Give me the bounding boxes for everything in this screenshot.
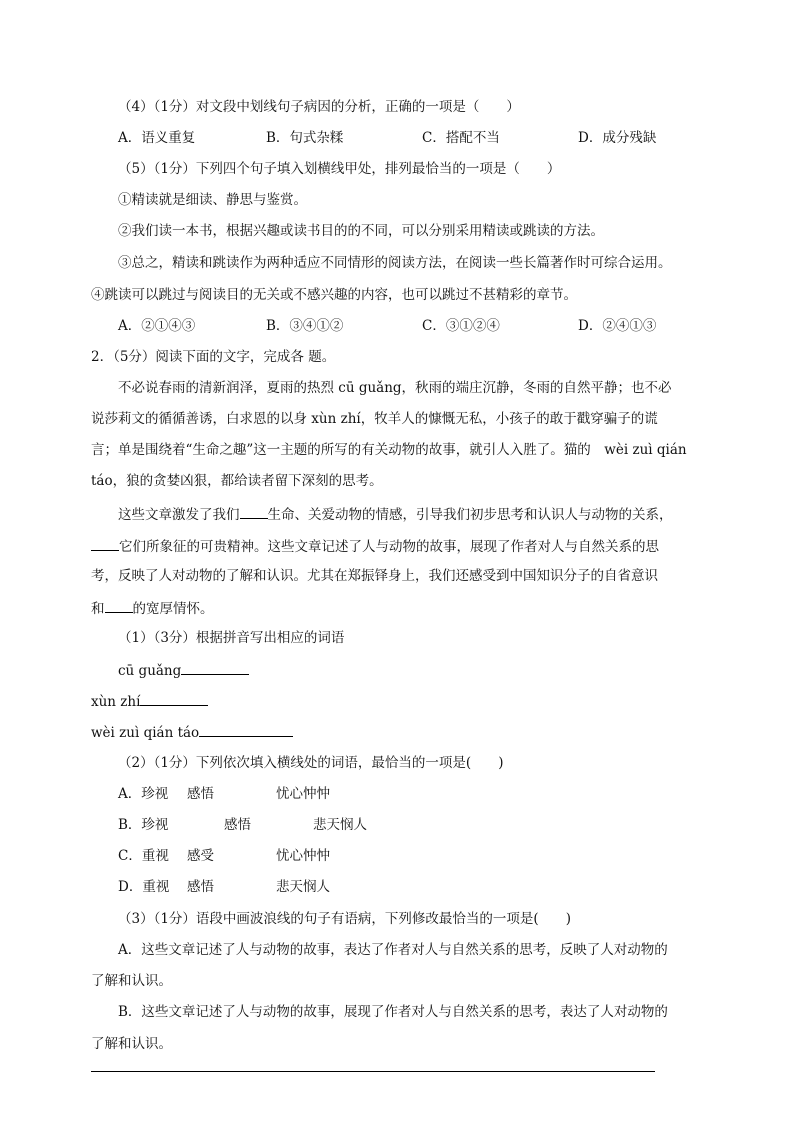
sub2-row-b-word3: 悲天悯人 xyxy=(313,817,367,833)
q5-option-b: B．③④①② xyxy=(266,318,344,334)
q5-sentence-2: ②我们读一本书，根据兴趣或读书目的的不同，可以分别采用精读或跳读的方法。 xyxy=(118,223,604,239)
q4-stem: （4）（1分）对文段中划线句子病因的分析，正确的一项是（ ） xyxy=(118,99,520,115)
sub2-row-b-word2: 感悟 xyxy=(224,817,251,833)
passage-line-2: 说莎莉文的循循善诱，白求恩的以身 xùn zhí，牧羊人的慷慨无私，小孩子的敢于戳穿骗子的谎 xyxy=(91,411,658,427)
sub2-row-d-label: D．重视 xyxy=(118,879,170,895)
q5-stem: （5）（1分）下列四个句子填入划横线甲处，排列最恰当的一项是（ ） xyxy=(118,161,561,177)
sub2-row-c-word3: 忧心忡忡 xyxy=(276,848,330,864)
sub2-row-c-label: C．重视 xyxy=(118,848,169,864)
pinyin-label: xùn zhí xyxy=(91,694,141,710)
q4-option-a: A．语义重复 xyxy=(118,130,196,146)
passage2-text: 它们所象征的可贵精神。这些文章记述了人与动物的故事，展现了作者对人与自然关系的思 xyxy=(119,539,659,555)
passage2-text: 的宽厚情怀。 xyxy=(132,601,214,617)
q2-heading: 2．（5分）阅读下面的文字，完成各 题。 xyxy=(91,349,336,365)
q5-option-d: D．②④①③ xyxy=(578,318,657,334)
passage-line-1: 不必说春雨的清新润泽，夏雨的热烈 cū guǎng，秋雨的端庄沉静，冬雨的自然平静；也不必 xyxy=(118,380,672,396)
fill-blank xyxy=(240,503,268,519)
sub2-row-a-word2: 感悟 xyxy=(187,786,214,802)
sub2-row-b-label: B．珍视 xyxy=(118,817,169,833)
sub3-option-a-line-2: 了解和认识。 xyxy=(91,973,172,989)
q4-option-b: B．句式杂糅 xyxy=(266,130,344,146)
sub2-row-a-label: A．珍视 xyxy=(118,786,169,802)
sub3-option-b-line-1: B．这些文章记述了人与动物的故事，展现了作者对人与自然关系的思考，表达了人对动物的 xyxy=(118,1004,668,1020)
q5-sentence-4: ④跳读可以跳过与阅读目的无关或不感兴趣的内容，也可以跳过不甚精彩的章节。 xyxy=(91,287,577,303)
pinyin-item-3 xyxy=(91,721,293,743)
sub2-row-d-word3: 悲天悯人 xyxy=(276,879,330,895)
passage2-text: 这些文章激发了我们 xyxy=(118,507,240,523)
passage-line-4: táo，狼的贪婪凶狠，都给读者留下深刻的思考。 xyxy=(91,473,383,489)
q4-option-d: D．成分残缺 xyxy=(578,130,657,146)
pinyin-label: wèi zuì qián táo xyxy=(91,725,200,741)
sub3-option-a-line-1: A．这些文章记述了人与动物的故事，表达了作者对人与自然关系的思考，反映了人对动物的 xyxy=(118,942,668,958)
passage2-line-3: 考，反映了人对动物的了解和认识。尤其在郑振铎身上，我们还感受到中国知识分子的自省意识 xyxy=(91,568,658,584)
sub3-stem: （3）（1分）语段中画波浪线的句子有语病，下列修改最恰当的一项是( ) xyxy=(118,911,571,927)
q5-option-a: A．②①④③ xyxy=(118,318,196,334)
passage-line-3: 言；单是围绕着“生命之趣”这一主题的所写的有关动物的故事，就引人入胜了。猫的 wèi zuì qián xyxy=(91,442,687,458)
answer-blank[interactable] xyxy=(181,659,249,675)
passage2-text: 生命、关爱动物的情感，引导我们初步思考和认识人与动物的关系， xyxy=(267,507,673,523)
passage2-text: 和 xyxy=(91,601,105,617)
sub2-row-d-word2: 感悟 xyxy=(187,879,214,895)
q5-sentence-3: ③总之，精读和跳读作为两种适应不同情形的阅读方法，在阅读一些长篇著作时可综合运用。 xyxy=(118,255,672,271)
answer-blank[interactable] xyxy=(199,721,293,737)
sub1-stem: （1）（3分）根据拼音写出相应的词语 xyxy=(118,630,345,646)
passage2-line-1 xyxy=(118,503,673,525)
pinyin-item-1 xyxy=(118,659,249,681)
pinyin-label: cū guǎng xyxy=(118,663,182,679)
q5-sentence-1: ①精读就是细读、静思与鉴赏。 xyxy=(118,192,307,208)
page-bottom-rule xyxy=(91,1071,655,1072)
sub2-stem: （2）（1分）下列依次填入横线处的词语，最恰当的一项是( ) xyxy=(118,755,504,771)
q4-option-c: C．搭配不当 xyxy=(422,130,500,146)
sub3-option-b-line-2: 了解和认识。 xyxy=(91,1036,172,1052)
fill-blank xyxy=(105,597,133,613)
passage2-line-4 xyxy=(91,597,214,619)
fill-blank xyxy=(91,535,119,551)
sub2-row-c-word2: 感受 xyxy=(187,848,214,864)
sub2-row-a-word3: 忧心忡忡 xyxy=(276,786,330,802)
passage2-line-2 xyxy=(91,535,659,557)
q5-option-c: C．③①②④ xyxy=(422,318,500,334)
answer-blank[interactable] xyxy=(140,690,208,706)
pinyin-item-2 xyxy=(91,690,208,712)
